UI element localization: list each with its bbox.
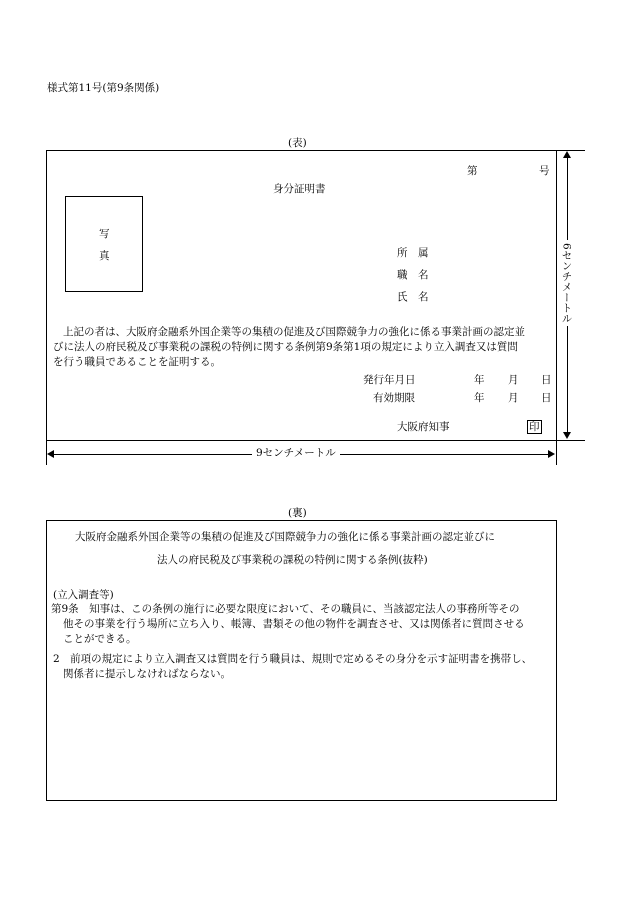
height-dim-tick-top [557,150,585,151]
seal-mark: 印 [529,421,540,433]
certification-line-2: びに法人の府民税及び事業税の課税の特例に関する条例第9条第1項の規定により立入調査又は質問 [53,341,518,353]
back-label: (裏) [288,507,307,519]
issue-date-label: 発行年月日 [363,374,416,386]
issue-day: 日 [541,374,552,386]
form-number: 様式第11号(第9条関係) [47,82,160,94]
article-9-line-3: ことができる。 [63,633,137,645]
photo-box [65,196,143,292]
expiry-month: 月 [508,392,519,404]
issue-year: 年 [474,374,485,386]
issue-month: 月 [508,374,519,386]
section-caption: (立入調査等) [53,589,114,601]
height-dim-label: 6センチメートル [561,240,572,326]
height-dim-arrow-up [563,151,571,158]
number-suffix: 号 [539,165,550,177]
width-dim-arrow-left [47,450,54,458]
article-9-paragraph-2-line-2: 関係者に提示しなければならない。 [63,668,231,680]
width-dim-label: 9センチメートル [252,447,340,460]
expiry-day: 日 [541,392,552,404]
back-title-line-2: 法人の府民税及び事業税の課税の特例に関する条例(抜粋) [157,554,428,566]
affiliation-label: 所 属 [397,247,429,259]
width-dim-tick-right [556,441,557,465]
photo-label-1: 写 [99,228,110,240]
article-9-line-1: 第9条 知事は、この条例の施行に必要な限度において、その職員に、当該認定法人の事務所等その [51,603,520,615]
width-dim-arrow-right [548,450,555,458]
article-9-line-2: 他その事業を行う場所に立ち入り、帳簿、書類その他の物件を調査させ、又は関係者に質問させる [63,618,525,630]
issuer-label: 大阪府知事 [397,421,450,433]
expiry-label: 有効期限 [373,392,415,404]
back-card [46,520,557,801]
front-label: (表) [288,137,307,149]
height-dim-tick-bottom [557,440,585,441]
front-card [46,150,557,441]
back-title-line-1: 大阪府金融系外国企業等の集積の促進及び国際競争力の強化に係る事業計画の認定並びに [75,531,495,543]
height-dim-arrow-down [563,432,571,439]
expiry-year: 年 [474,392,485,404]
article-9-paragraph-2-line-1: 2 前項の規定により立入調査又は質問を行う職員は、規則で定めるその身分を示す証明書を携帯し、 [53,653,533,665]
name-label: 氏 名 [397,291,429,303]
photo-label-2: 真 [99,250,110,262]
certification-line-1: 上記の者は、大阪府金融系外国企業等の集積の促進及び国際競争力の強化に係る事業計画の認定並 [63,326,525,338]
number-prefix: 第 [467,165,478,177]
certification-line-3: を行う職員であることを証明する。 [53,356,221,368]
card-title: 身分証明書 [273,183,326,195]
position-label: 職 名 [397,269,429,281]
